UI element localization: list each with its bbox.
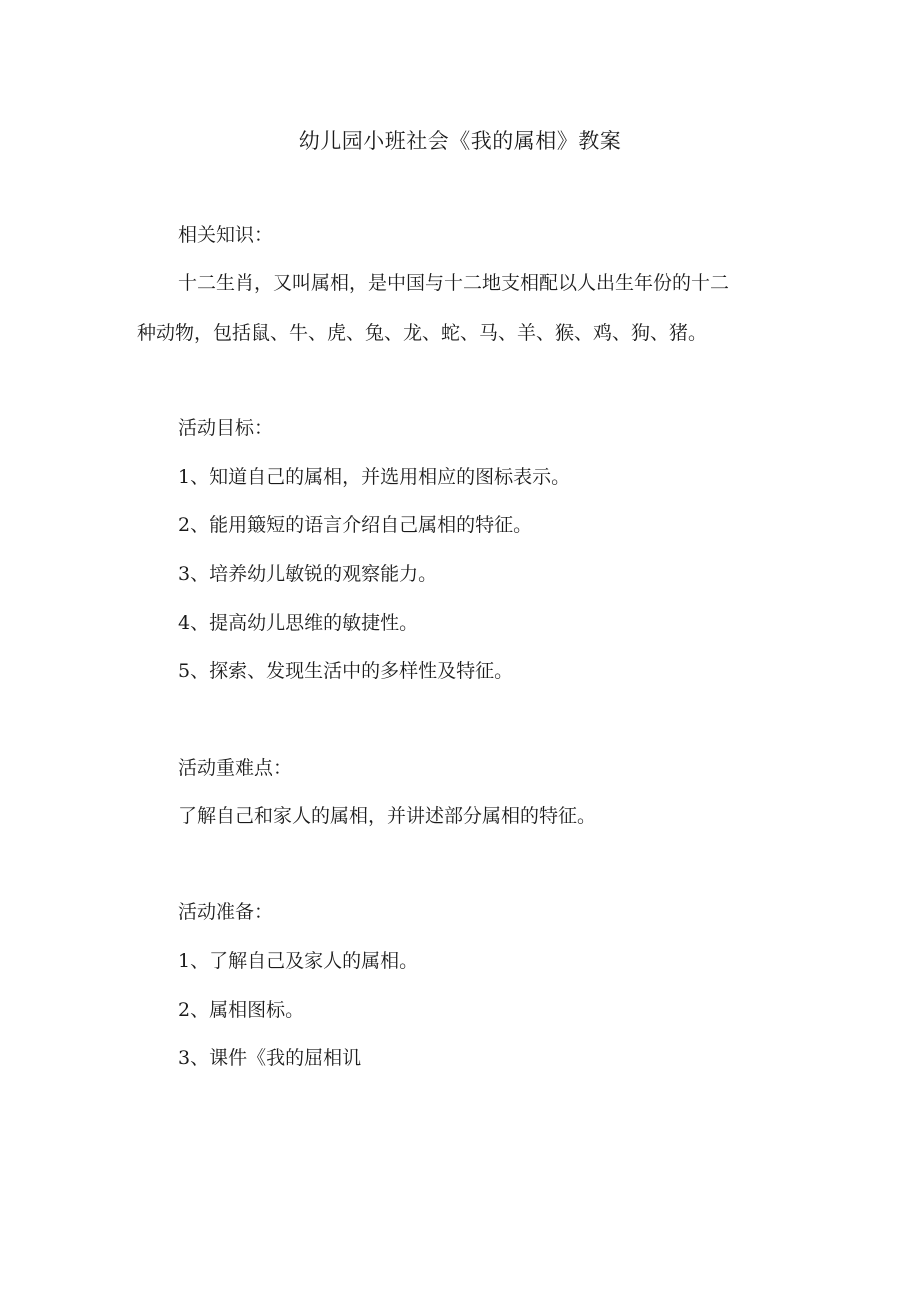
knowledge-paragraph-line-1: 十二生肖，又叫属相，是中国与十二地支相配以人出生年份的十二 [178,272,730,294]
goal-item: 5、探索、发现生活中的多样性及特征。 [178,660,514,682]
section-heading-key-points: 活动重难点： [178,757,293,779]
goal-item: 1、知道自己的属相，并选用相应的图标表示。 [178,466,571,488]
preparation-item: 3、课件《我的屈相讥 [178,1047,362,1069]
goal-item: 3、培养幼儿敏锐的观察能力。 [178,563,438,585]
section-heading-knowledge: 相关知识： [178,224,274,246]
preparation-item: 2、属相图标。 [178,999,305,1021]
knowledge-paragraph-line-2: 种动物，包括鼠、牛、虎、兔、龙、蛇、马、羊、猴、鸡、狗、猪。 [137,322,708,344]
section-heading-goals: 活动目标： [178,417,274,439]
key-points-text: 了解自己和家人的属相，并讲述部分属相的特征。 [178,805,597,827]
section-heading-preparation: 活动准备： [178,901,274,923]
preparation-item: 1、了解自己及家人的属相。 [178,950,419,972]
document-title: 幼儿园小班社会《我的属相》教案 [298,129,622,153]
goal-item: 4、提高幼儿思维的敏捷性。 [178,612,419,634]
goal-item: 2、能用簸短的语言介绍自己属相的特征。 [178,514,533,536]
